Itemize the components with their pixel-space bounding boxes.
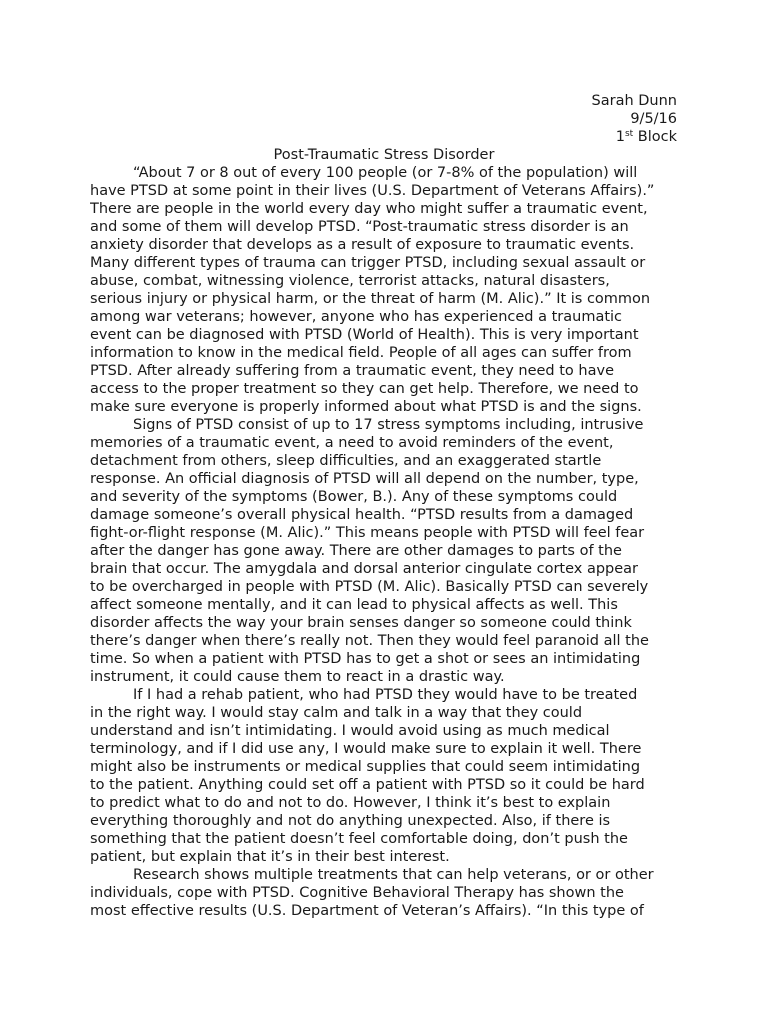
document-header bbox=[592, 92, 677, 146]
text-line: instrument, it could cause them to react in a drastic way. bbox=[90, 669, 505, 685]
text-line: have PTSD at some point in their lives (U.S. Department of Veterans Affairs).” bbox=[90, 183, 655, 199]
text-line: might also be instruments or medical supplies that could seem intimidating bbox=[90, 759, 641, 775]
text-line: damage someone’s overall physical health. “PTSD results from a damaged bbox=[90, 507, 634, 523]
class-block bbox=[592, 128, 677, 146]
block-label: Block bbox=[633, 129, 677, 145]
document-date: 9/5/16 bbox=[630, 111, 677, 127]
essay-body bbox=[90, 164, 690, 920]
paragraph-first-line: Research shows multiple treatments that can help veterans, or or other bbox=[133, 867, 654, 883]
text-line: abuse, combat, witnessing violence, terrorist attacks, natural disasters, bbox=[90, 273, 610, 289]
text-line: anxiety disorder that develops as a result of exposure to traumatic events. bbox=[90, 237, 635, 253]
essay-title: Post-Traumatic Stress Disorder bbox=[273, 147, 495, 163]
text-line: detachment from others, sleep difficulties, and an exaggerated startle bbox=[90, 453, 602, 469]
text-line: serious injury or physical harm, or the threat of harm (M. Alic).” It is common bbox=[90, 291, 651, 307]
author-name: Sarah Dunn bbox=[591, 93, 677, 109]
text-line: PTSD. After already suffering from a traumatic event, they need to have bbox=[90, 363, 614, 379]
text-line: fight-or-flight response (M. Alic).” This means people with PTSD will feel fear bbox=[90, 525, 645, 541]
text-line: individuals, cope with PTSD. Cognitive Behavioral Therapy has shown the bbox=[90, 885, 624, 901]
text-line: patient, but explain that it’s in their best interest. bbox=[90, 849, 450, 865]
text-line: memories of a traumatic event, a need to avoid reminders of the event, bbox=[90, 435, 614, 451]
text-line: information to know in the medical field. People of all ages can suffer from bbox=[90, 345, 632, 361]
text-line: brain that occur. The amygdala and dorsal anterior cingulate cortex appear bbox=[90, 561, 639, 577]
text-line: terminology, and if I did use any, I would make sure to explain it well. There bbox=[90, 741, 642, 757]
text-line: Many different types of trauma can trigger PTSD, including sexual assault or bbox=[90, 255, 646, 271]
text-line: event can be diagnosed with PTSD (World of Health). This is very important bbox=[90, 327, 639, 343]
text-line: There are people in the world every day who might suffer a traumatic event, bbox=[90, 201, 648, 217]
text-line: most effective results (U.S. Department of Veteran’s Affairs). “In this type of bbox=[90, 903, 644, 919]
text-line: to be overcharged in people with PTSD (M. Alic). Basically PTSD can severely bbox=[90, 579, 649, 595]
text-line: something that the patient doesn’t feel comfortable doing, don’t push the bbox=[90, 831, 628, 847]
text-line: disorder affects the way your brain senses danger so someone could think bbox=[90, 615, 632, 631]
text-line: access to the proper treatment so they can get help. Therefore, we need to bbox=[90, 381, 639, 397]
paragraph-first-line: If I had a rehab patient, who had PTSD they would have to be treated bbox=[133, 687, 638, 703]
paragraph-first-line: Signs of PTSD consist of up to 17 stress symptoms including, intrusive bbox=[133, 417, 644, 433]
block-number: 1 bbox=[615, 129, 625, 145]
text-line: and some of them will develop PTSD. “Post-traumatic stress disorder is an bbox=[90, 219, 629, 235]
block-suffix: st bbox=[624, 129, 634, 139]
text-line: after the danger has gone away. There are other damages to parts of the bbox=[90, 543, 622, 559]
text-line: everything thoroughly and not do anything unexpected. Also, if there is bbox=[90, 813, 611, 829]
text-line: among war veterans; however, anyone who has experienced a traumatic bbox=[90, 309, 623, 325]
text-line: understand and isn’t intimidating. I would avoid using as much medical bbox=[90, 723, 610, 739]
text-line: to the patient. Anything could set off a patient with PTSD so it could be hard bbox=[90, 777, 645, 793]
text-line: there’s danger when there’s really not. Then they would feel paranoid all the bbox=[90, 633, 649, 649]
text-line: and severity of the symptoms (Bower, B.). Any of these symptoms could bbox=[90, 489, 618, 505]
text-line: affect someone mentally, and it can lead to physical affects as well. This bbox=[90, 597, 618, 613]
text-line: to predict what to do and not to do. However, I think it’s best to explain bbox=[90, 795, 611, 811]
paragraph-first-line: “About 7 or 8 out of every 100 people (or 7-8% of the population) will bbox=[133, 165, 638, 181]
text-line: response. An official diagnosis of PTSD will all depend on the number, type, bbox=[90, 471, 639, 487]
text-line: make sure everyone is properly informed about what PTSD is and the signs. bbox=[90, 399, 642, 415]
text-line: in the right way. I would stay calm and talk in a way that they could bbox=[90, 705, 583, 721]
text-line: time. So when a patient with PTSD has to get a shot or sees an intimidating bbox=[90, 651, 641, 667]
